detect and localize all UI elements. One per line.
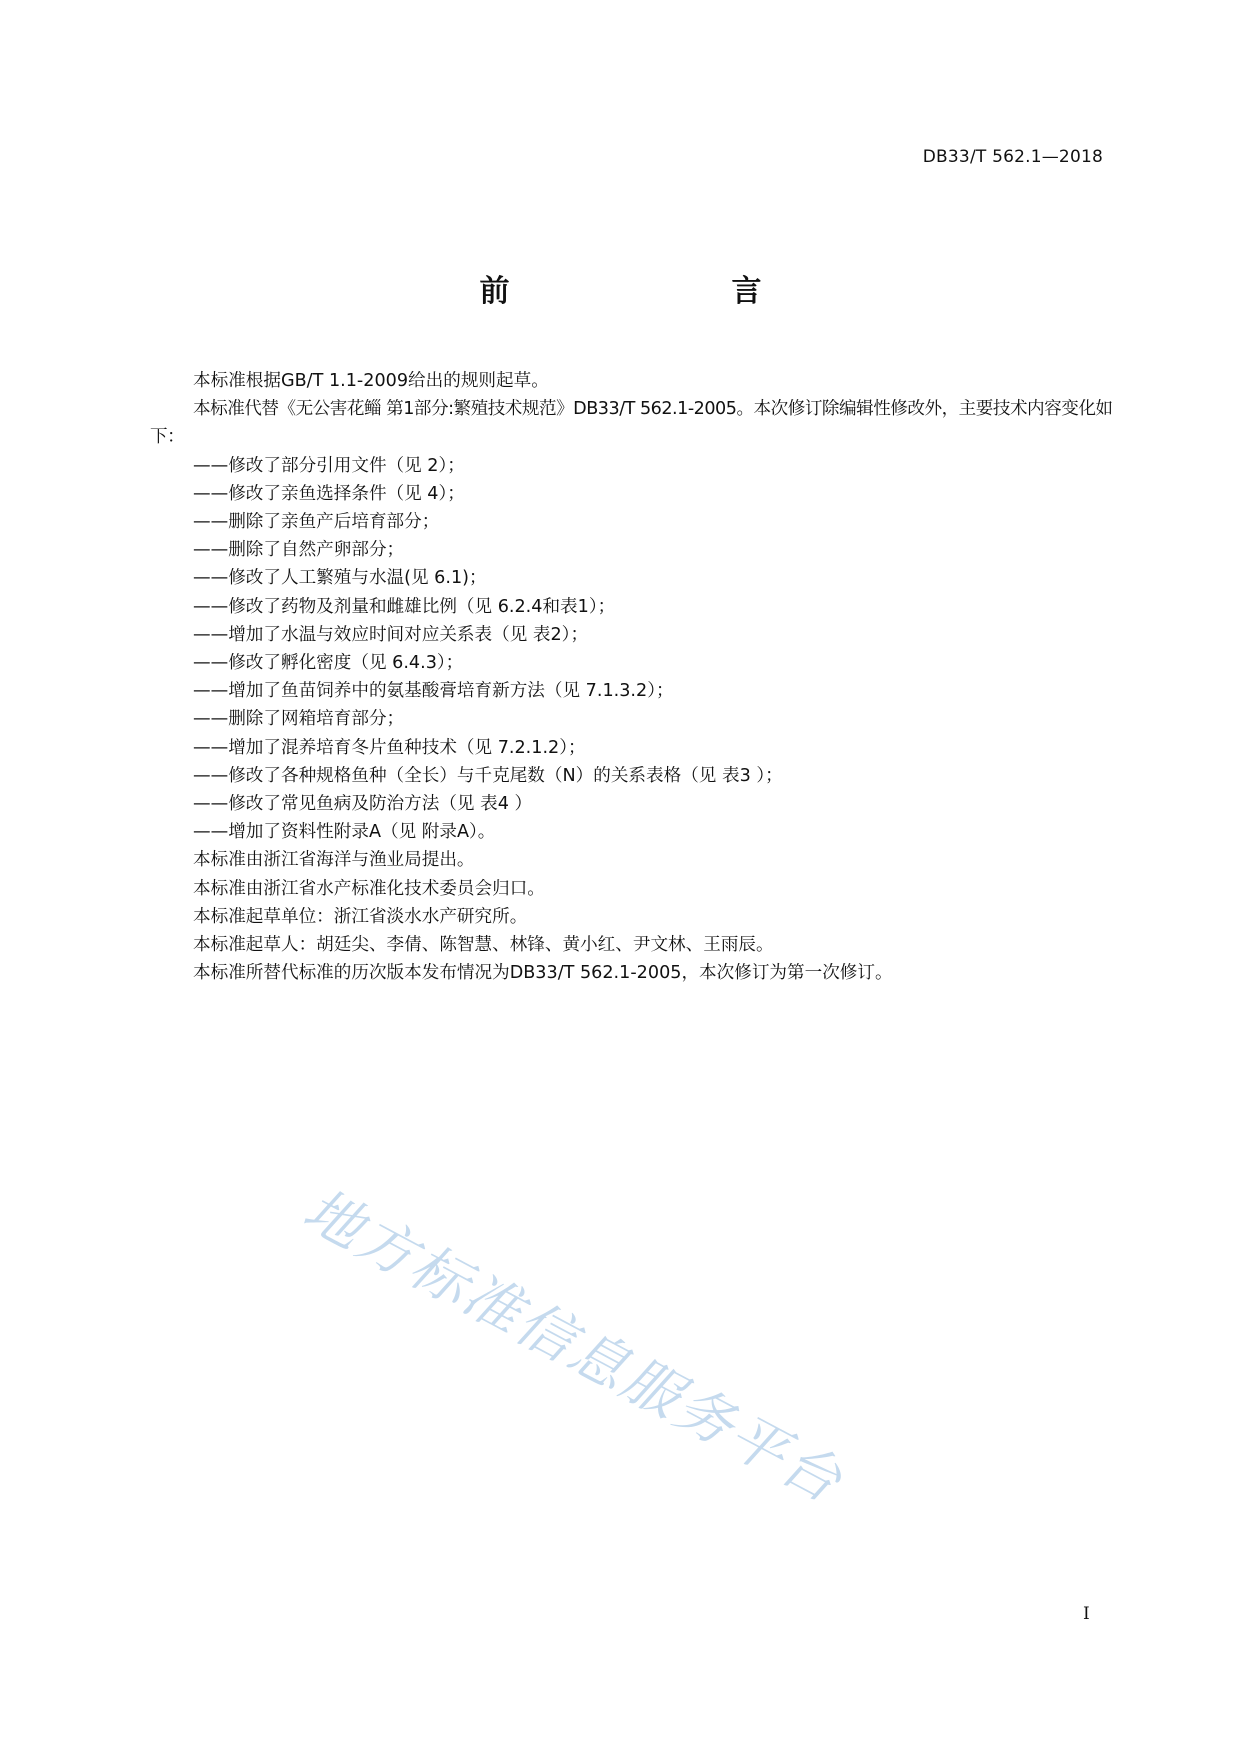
list-item: ——删除了自然产卵部分； — [193, 540, 405, 561]
list-item: ——删除了网箱培育部分； — [193, 709, 405, 730]
list-item: ——修改了药物及剂量和雌雄比例（见 6.2.4和表1）； — [193, 596, 616, 617]
paragraph-drafting-rules: 本标准根据GB/T 1.1-2009给出的规则起草。 — [193, 371, 549, 391]
list-item: ——修改了常见鱼病及防治方法（见 表4 ） — [193, 794, 533, 815]
list-item: ——增加了混养培育冬片鱼种技术（见 7.2.1.2）； — [193, 737, 586, 758]
list-item: ——修改了各种规格鱼种（全长）与千克尾数（N）的关系表格（见 表3 ）； — [193, 765, 783, 786]
paragraph-drafting-unit: 本标准起草单位：浙江省淡水水产研究所。 — [193, 906, 528, 927]
page-title: 前 言 — [479, 274, 816, 309]
list-item: ——增加了资料性附录A（见 附录A）。 — [193, 822, 496, 843]
foreword-body — [150, 367, 1130, 987]
list-item: ——增加了鱼苗饲养中的氨基酸膏培育新方法（见 7.1.3.2）； — [193, 681, 674, 702]
paragraph-drafters: 本标准起草人：胡廷尖、李倩、陈智慧、林锋、黄小红、尹文林、王雨辰。 — [193, 935, 774, 956]
list-item: ——增加了水温与效应时间对应关系表（见 表2）； — [193, 624, 589, 645]
list-item: ——修改了亲鱼选择条件（见 4）； — [193, 483, 465, 504]
list-item: ——修改了孵化密度（见 6.4.3）； — [193, 653, 464, 674]
paragraph-proposer: 本标准由浙江省海洋与渔业局提出。 — [193, 850, 475, 871]
paragraph-committee: 本标准由浙江省水产标准化技术委员会归口。 — [193, 878, 545, 899]
document-code: DB33/T 562.1—2018 — [922, 147, 1103, 167]
list-item: ——删除了亲鱼产后培育部分； — [193, 512, 440, 533]
watermark: 地方标准信息服务平台 — [292, 1176, 854, 1517]
change-list — [150, 452, 1130, 847]
paragraph-replacement: 本标准代替《无公害花鲻 第1部分:繁殖技术规范》DB33/T 562.1-2005。本次修订除编辑性修改外，主要技术内容变化如下： — [150, 399, 1113, 448]
paragraph-version-history: 本标准所替代标准的历次版本发布情况为DB33/T 562.1-2005，本次修订为第一次修订。 — [193, 963, 893, 984]
list-item: ——修改了人工繁殖与水温(见 6.1)； — [193, 568, 487, 589]
page-number: I — [1083, 1604, 1090, 1624]
list-item: ——修改了部分引用文件（见 2）； — [193, 455, 465, 476]
